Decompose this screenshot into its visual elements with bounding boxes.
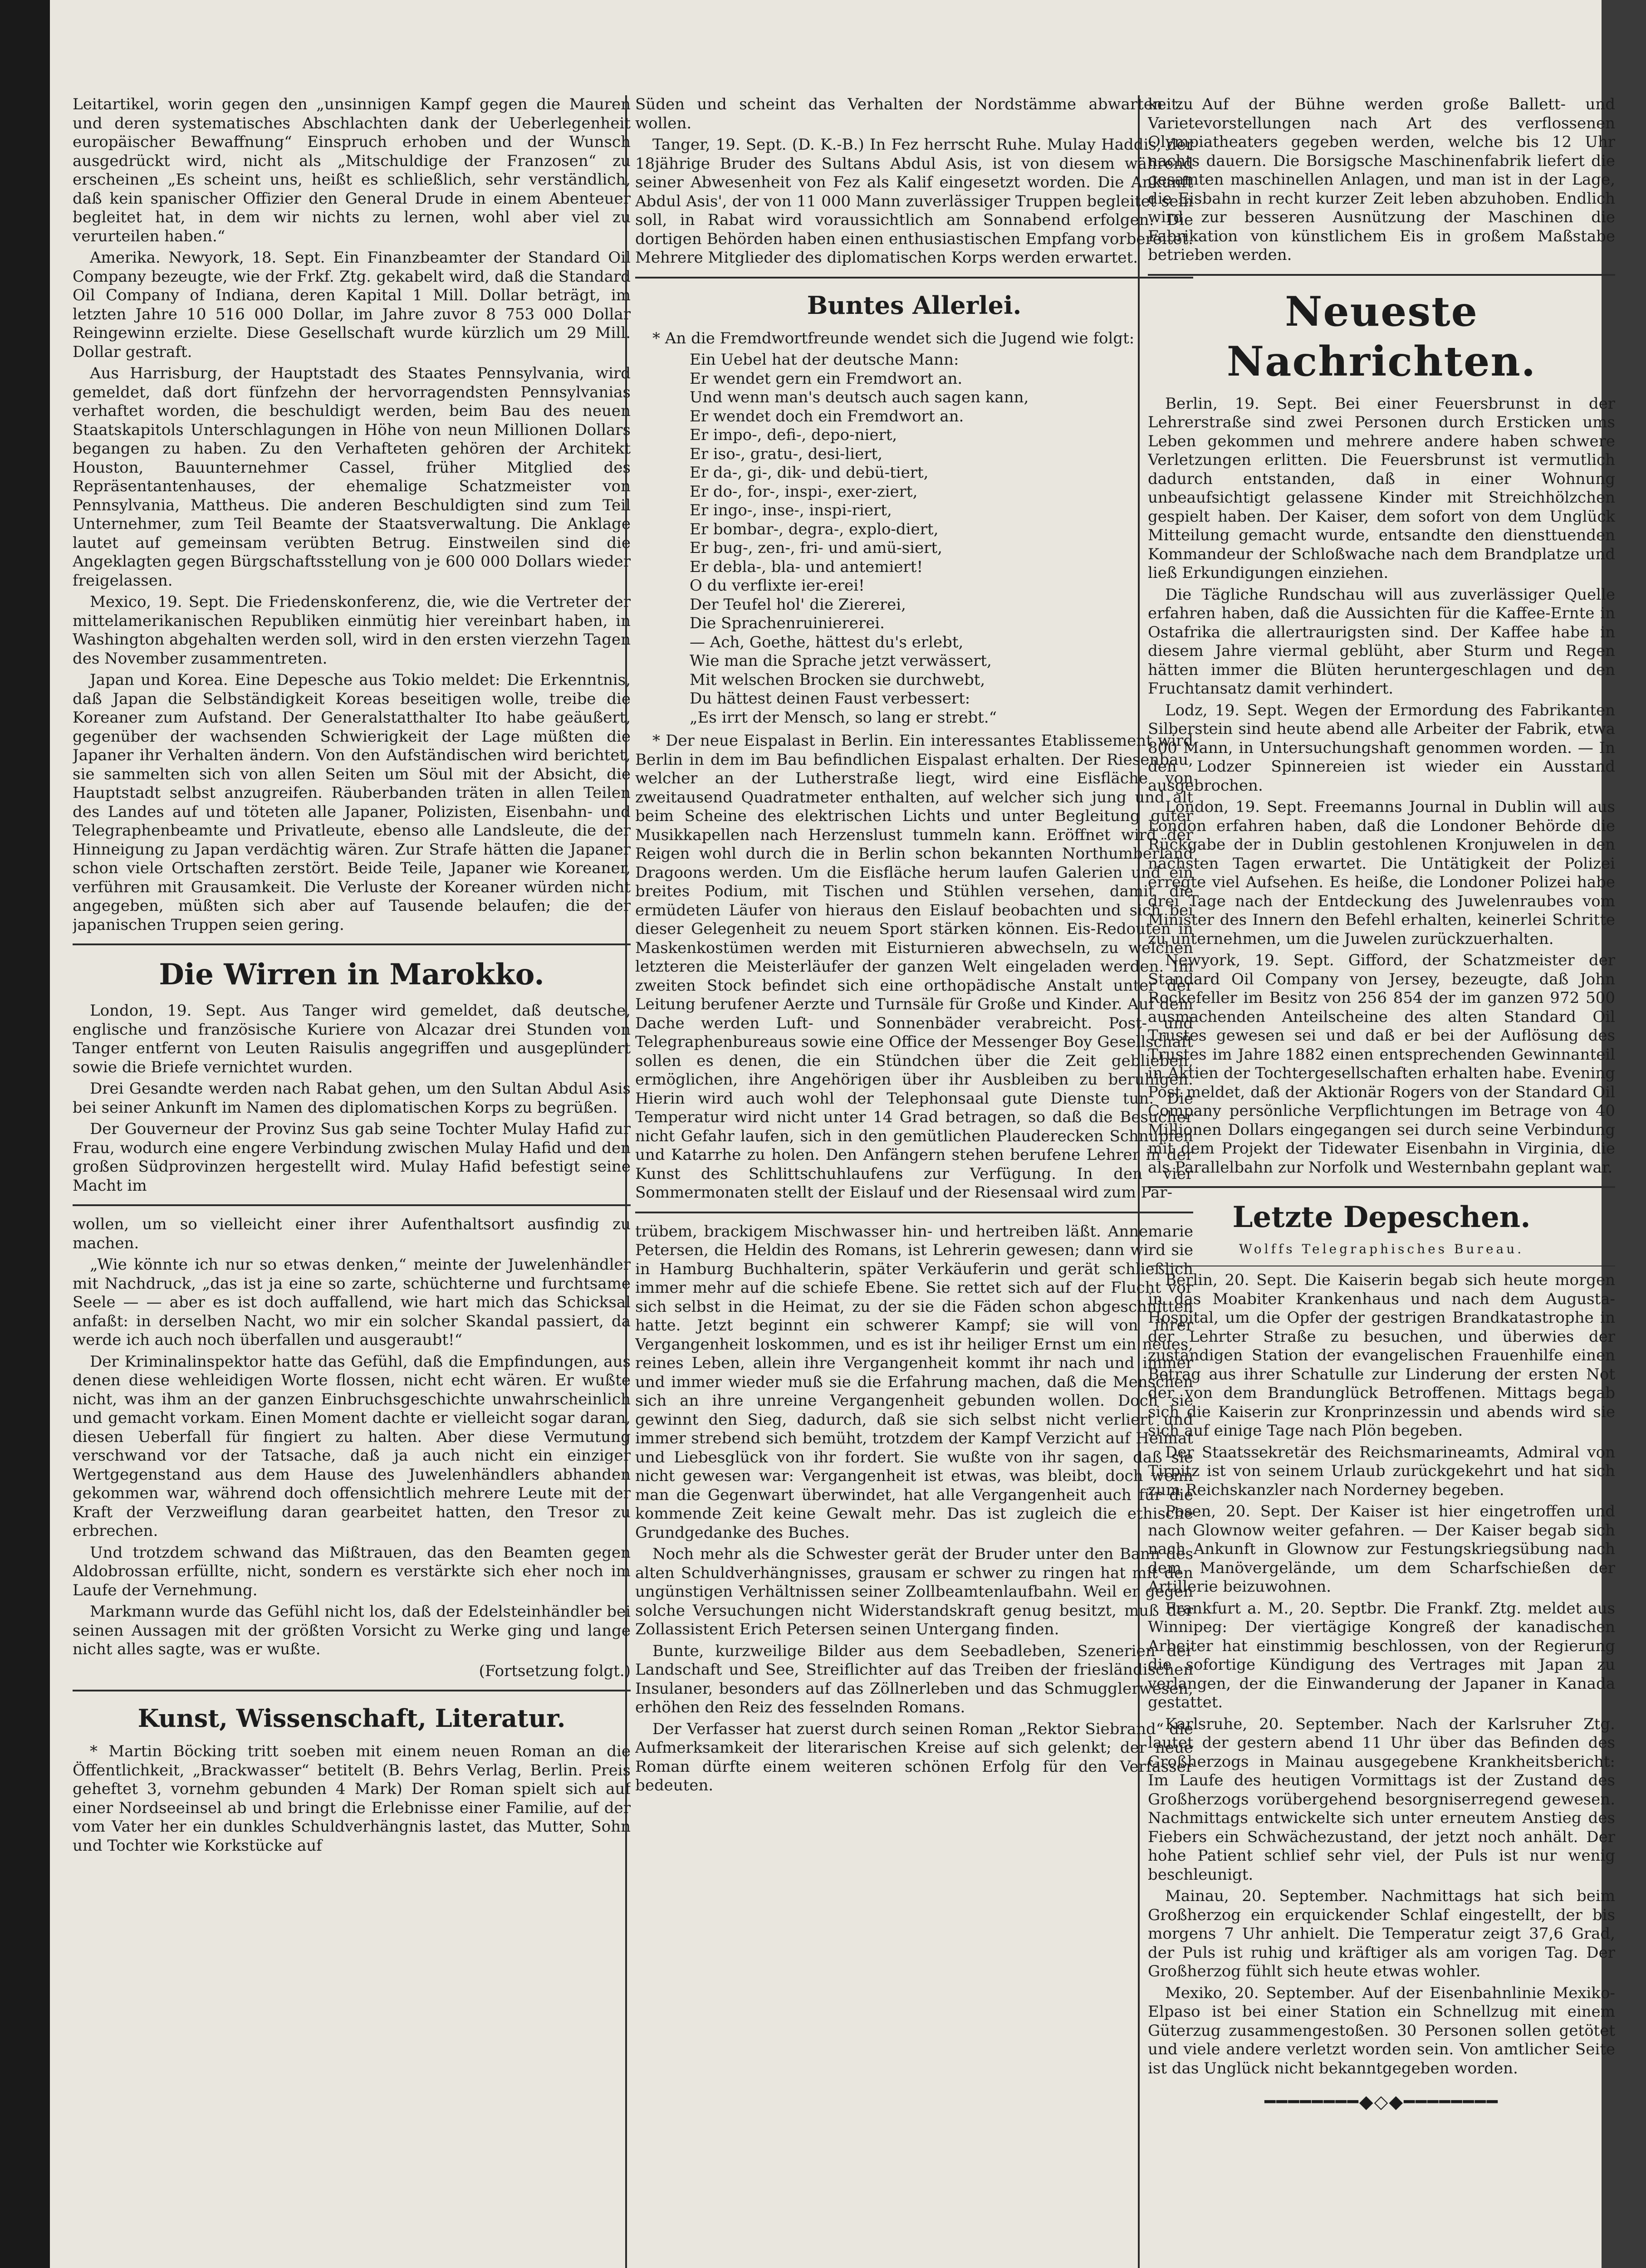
news-item-frankfurt: Frankfurt a. M., 20. Septbr. Die Frankf. Ztg. meldet aus Winnipeg: Der viertägige Kongreß der kanadischen Arbeiter hat einstimmig beschlossen, von der Regierung die sofortige Kündigung des Vertrages mit Japan zu verlangen, der die Einwanderung der Japaner in Kanada gestattet.: [1148, 1599, 1615, 1711]
review-paragraph: Der Verfasser hat zuerst durch seinen Roman „Rektor Siebrand“ die Aufmerksamkeit der literarischen Kreise auf sich gelenkt; der neue Roman dürfte einem weiteren schönen Erfolg für den Verfasser bedeuten.: [635, 1720, 1193, 1794]
heading-marokko: Die Wirren in Marokko.: [159, 958, 544, 992]
news-item-london: London, 19. Sept. Freemanns Journal in Dublin will aus London erfahren haben, daß die Londoner Behörde die Rückgabe der in Dublin gestohlenen Kronjuwelen in den nächsten Tagen erwartet. Die Untätigkeit der Polizei erregte viel Aufsehen. Es heiße, die Londoner Polizei habe drei Tage nach der Entdeckung des Juwelenraubes vom Minister des Innern den Befehl erhalten, keinerlei Schritte zu unternehmen, um die Juwelen zurückzuerhalten.: [1148, 798, 1615, 948]
section-divider: [73, 943, 631, 945]
news-item-lodz: Lodz, 19. Sept. Wegen der Ermordung des Fabrikanten Silberstein sind heute abend alle Arbeiter der Fabrik, etwa 800 Mann, in Untersuchungshaft genommen worden. — In den Lodzer Spinnereien ist wieder ein Ausstand ausgebrochen.: [1148, 701, 1615, 795]
column-1: [73, 95, 631, 1858]
review-paragraph: Bunte, kurzweilige Bilder aus dem Seebadleben, Szenerien der Landschaft und See, Streiflichter auf das Treiben der friesländischen Insulaner, besonders auf das Zöllnerleben und das Schmugglerwesen, erhöhen den Reiz des fesselnden Romans.: [635, 1642, 1193, 1716]
news-item-tanger: Tanger, 19. Sept. (D. K.-B.) In Fez herrscht Ruhe. Mulay Haddis, der 18jährige Bruder des Sultans Abdul Asis, ist von diesem während seiner Abwesenheit von Fez als Kalif eingesetzt worden. Die Ankunft Abdul Asis', der von 11 000 Mann zuverlässiger Truppen begleitet sein soll, in Rabat wird voraussichtlich am Sonnabend erfolgen. Die dortigen Behörden haben einen enthusiastischen Empfang vorbereitet. Mehrere Mitglieder des diplomatischen Korps werden erwartet.: [635, 136, 1193, 267]
news-item-london: London, 19. Sept. Aus Tanger wird gemeldet, daß deutsche, englische und französische Kuriere von Alcazar drei Stunden von Tanger entfernt von Leuten Raisulis angegriffen und ausgeplündert sowie die Briefe vernichtet wurden.: [73, 1002, 631, 1076]
news-item-karlsruhe: Karlsruhe, 20. September. Nach der Karlsruher Ztg. lautet der gestern abend 11 Uhr über das Befinden des Großherzogs in Mainau ausgegebene Krankheitsbericht: Im Laufe des heutigen Vormittags ist der Zustand des Großherzogs vorübergehend besorgniserregend gewesen. Nachmittags entwickelte sich unter erneutem Anstieg des Fiebers ein Schwächezustand, der jetzt noch anhält. Der hohe Patient schlief sehr viel, der Puls ist nur wenig beschleunigt.: [1148, 1715, 1615, 1884]
heading-allerlei: Buntes Allerlei.: [807, 290, 1022, 320]
eispalast-paragraph: * Der neue Eispalast in Berlin. Ein interessantes Etablissement wird Berlin in dem im Bau befindlichen Eispalast erhalten. Der Riesenbau, welcher an der Lutherstraße liegt, wird eine Eisfläche von zweitausend Quadratmeter enthalten, auf welcher sich jung und alt beim Scheine des elektrischen Lichts und unter Begleitung guter Musikkapellen nach Herzenslust tummeln kann. Eröffnet wird der Reigen wohl durch die in Berlin schon bekannten Northumberland Dragoons werden. Um die Eisfläche herum laufen Galerien und ein breites Podium, mit Tischen und Stühlen versehen, damit die ermüdeten Läufer von hieraus den Eislauf beobachten und sich bei dieser Gelegenheit zu neuem Sport stärken können. Eis-Redouten in Maskenkostümen werden mit Eisturnieren abwechseln, zu welchen letzteren die Meisterläufer der ganzen Welt eingeladen werden. Im zweiten Stock befindet sich eine orthopädische Anstalt unter der Leitung berufener Aerzte und Turnsäle für Große und Kinder. Auf dem Dache werden Luft- und Sonnenbäder verabreicht. Post- und Telegraphenbureaus sowie eine Office der Messenger Boy Gesellschaft sollen es denen, die ein Stündchen über die Zeit geblieben, ermöglichen, ihre Angehörigen über ihr Ausbleiben zu beruhigen. Hierin wird auch wohl der Telephonsaal gute Dienste tun. Die Temperatur wird nicht unter 14 Grad betragen, so daß die Besucher nicht Gefahr laufen, sich in den gemütlichen Plauderecken Schnupfen und Katarrhe zu holen. Den Anfängern stehen berufene Lehrer in der Kunst des Schlittschuhlaufens zur Verfügung. In den vier Sommermonaten stellt der Eislauf und der Riesensaal wird zum Par-: [635, 732, 1193, 1202]
news-item-berlin: Berlin, 19. Sept. Bei einer Feuersbrunst in der Lehrerstraße sind zwei Personen durch Ersticken ums Leben gekommen und mehrere andere haben schwere Verletzungen erlitten. Die Feuersbrunst ist vermutlich dadurch entstanden, daß in einer Wohnung unbeaufsichtigt gelassene Kinder mit Streichhölzchen gespielt haben. Der Kaiser, dem sofort von dem Unglück Mitteilung gemacht wurde, entsandte den diensttuenden Kommandeur der Schloßwache nach dem Brandplatze und ließ Erkundigungen einziehen.: [1148, 394, 1615, 582]
news-item-posen: Posen, 20. Sept. Der Kaiser ist hier eingetroffen und nach Glownow weiter gefahren. — Der Kaiser begab sich nach Ankunft in Glownow zur Festungskriegsübung nach dem Manövergelände, um dem Scharfschießen der Artillerie beizuwohnen.: [1148, 1502, 1615, 1596]
news-item-rundschau: Die Tägliche Rundschau will aus zuverlässiger Quelle erfahren haben, daß die Aussichten für die Kaffee-Ernte in Ostafrika die allertraurigsten sind. Der Kaffee habe in diesem Jahre viermal geblüht, aber Sturm und Regen hätten immer die Blüten heruntergeschlagen und den Fruchtansatz damit verhindert.: [1148, 585, 1615, 698]
novel-paragraph: Der Kriminalinspektor hatte das Gefühl, daß die Empfindungen, aus denen diese wehleidigen Worte flossen, nicht echt wären. Er wußte nicht, was ihm an der ganzen Einbruchsgeschichte unwahrscheinlich und gemacht vorkam. Einen Moment dachte er vielleicht sogar daran, diesen Ueberfall für fingiert zu halten. Aber diese Vermutung verschwand vor der Tatsache, daß ja auch nicht ein einziger Wertgegenstand aus dem Hause des Juwelenhändlers abhanden gekommen war, während doch offensichtlich mehrere Leute mit der Kraft der Verzweiflung daran gearbeitet hatten, den Tresor zu erbrechen.: [73, 1352, 631, 1540]
news-item-tirpitz: Der Staatssekretär des Reichsmarineamts, Admiral von Tirpitz ist von seinem Urlaub zurückgekehrt und hat sich zum Reichskanzler nach Norderney begeben.: [1148, 1443, 1615, 1499]
text-paragraph: Leitartikel, worin gegen den „unsinnigen Kampf gegen die Mauren und deren systematisches Abschlachten dank der Ueberlegenheit europäischer Bewaffnung“ Einspruch erhoben und der Wunsch ausgedrückt wird, nicht als „Mitschuldige der Franzosen“ zu erscheinen „Es scheint uns, heißt es schließlich, sehr verständlich, daß kein spanischer Offizier den General Drude in einem Abenteuer begleitet hat, in dem wir nichts zu lernen, wohl aber viel zu verurteilen haben.“: [73, 95, 631, 245]
news-item-newyork: Newyork, 19. Sept. Gifford, der Schatzmeister der Standard Oil Company von Jersey, bezeugte, daß John Rockefeller im Besitz von 256 854 der im ganzen 972 500 ausmachenden Anteilscheine des alten Standard Oil Trustes gewesen sei und daß er bei der Auflösung des Trustes im Jahre 1882 einen entsprechenden Gewinnanteil in Aktien der Tochtergesellschaften erhalten habe. Evening Post meldet, daß der Aktionär Rogers von der Standard Oil Company persönliche Verpflichtungen im Betrage von 40 Millionen Dollars eingegangen sei durch seine Verbindung mit dem Projekt der Tidewater Eisenbahn in Virginia, die als Parallelbahn zur Norfolk und Westernbahn geplant war.: [1148, 951, 1615, 1177]
novel-paragraph: „Wie könnte ich nur so etwas denken,“ meinte der Juwelenhändler mit Nachdruck, „das ist ja eine so zarte, schüchterne und furchtsame Seele — — aber es ist doch auffallend, wie hart mich das Schicksal anfaßt: in derselben Nacht, wo mir ein solcher Skandal passiert, da werde ich auch noch überfallen und ausgeraubt!“: [73, 1256, 631, 1349]
column-2: [635, 95, 1193, 1798]
section-divider: [635, 277, 1193, 279]
fremdwort-intro: * An die Fremdwortfreunde wendet sich die Jugend wie folgt:: [652, 329, 1135, 347]
section-divider: [1148, 1186, 1615, 1188]
novel-paragraph: Und trotzdem schwand das Mißtrauen, das den Beamten gegen Aldobrossan erfüllte, nicht, sondern es verstärkte sich eher noch im Laufe der Vernehmung.: [73, 1543, 631, 1599]
column-3: [1148, 95, 1615, 2126]
news-item-japan-korea: Japan und Korea. Eine Depesche aus Tokio meldet: Die Erkenntnis, daß Japan die Selbständigkeit Koreas beseitigen wolle, treibe die Koreaner zum Aufstand. Der Generalstatthalter Ito habe geäußert, gegenüber der wachsenden Schwierigkeit der Lage müßten die Japaner ihr Verhalten ändern. Von den Aufständischen wird berichtet, sie sammelten sich von allen Seiten um Söul mit der Absicht, die Hauptstadt selbst anzugreifen. Räuberbanden träten in allen Teilen des Landes auf und töteten alle Japaner, Polizisten, Eisenbahn- und Telegraphenbeamte und Privatleute, ebenso alle Landsleute, die der Hinneigung zu Japan verdächtig wären. Zur Strafe hätten die Japaner schon viele Ortschaften zerstört. Beide Teile, Japaner wie Koreaner, verführen mit Grausamkeit. Die Verluste der Koreaner würden nicht angegeben, müßten sich aber auf Tausende belaufen; die der japanischen Truppen seien gering.: [73, 671, 631, 934]
section-divider: [73, 1690, 631, 1691]
news-item-gesandte: Drei Gesandte werden nach Rabat gehen, um den Sultan Abdul Asis bei seiner Ankunft im Namen des diplomatischen Korps zu begrüßen.: [73, 1080, 631, 1117]
heading-kunst: Kunst, Wissenschaft, Literatur.: [137, 1704, 566, 1733]
review-paragraph: trübem, brackigem Mischwasser hin- und hertreiben läßt. Annemarie Petersen, die Heldin des Romans, ist Lehrerin gewesen; dann wird sie in Hamburg Buchhalterin, später Verkäuferin und gerät schließlich immer mehr auf die schiefe Ebene. Sie rettet sich auf der Flucht vor sich selbst in die Heimat, zu der sie die Fäden schon abgeschnitten hatte. Jetzt beginnt ein schwerer Kampf; sie will von ihrer Vergangenheit loskommen, und es ist ihr heiliger Ernst um ein neues, reines Leben, allein ihre Vergangenheit kommt ihr nach und immer und immer wieder muß sie die Erfahrung machen, daß die Menschen sich an ihre unreine Vergangenheit gebunden wollen. Doch sie gewinnt den Sieg, dadurch, daß sie sich selbst nicht verliert und immer strebend sich bemüht, trotzdem der Kampf Verzicht auf Heimat und Liebesglück von ihr fordert. Sie wußte von ihr sagen, daß sie nicht gewesen war: Vergangenheit ist etwas, was bleibt, doch wenn man die Gegenwart überwindet, hat alle Vergangenheit auch für die kommende Zeit keine Gewalt mehr. Das ist zugleich die ethische Grundgedanke des Buches.: [635, 1222, 1193, 1542]
news-item-harrisburg: Aus Harrisburg, der Hauptstadt des Staates Pennsylvania, wird gemeldet, daß dort fünfzehn der hervorragendsten Pennsylvanias verhaftet worden, die beschuldigt werden, beim Bau des neuen Staatskapitols Unterschlagungen in Höhe von neun Millionen Dollars begangen zu haben. Zu den Verhafteten gehören der Architekt Houston, Bauunternehmer Cassel, früher Mitglied des Repräsentantenhauses, der ehemalige Schatzmeister von Pennsylvania, Mattheus. Die anderen Beschuldigten sind zum Teil Unternehmer, zum Teil Beamte der Staatsverwaltung. Die Anklage lautet auf gemeinsam verübten Betrug. Einstweilen sind die Angeklagten gegen Bürgschaftsstellung von je 600 000 Dollars wieder freigelassen.: [73, 364, 631, 590]
poem: Ein Uebel hat der deutsche Mann: Er wendet gern ein Fremdwort an. Und wenn man's deutsch auch sagen kann, Er wendet doch ein Fremdwort an. Er impo-, defi-, depo-niert, Er iso-, gratu-, desi-liert, Er da-, gi-, dik- und debü-tiert, Er do-, for-, inspi-, exer-ziert, Er ingo-, inse-, inspi-riert, Er bombar-, degra-, explo-diert, Er bug-, zen-, fri- und amü-siert, Er debla-, bla- und antemiert! O du verflixte ier-erei! Der Teufel hol' die Ziererei, Die Sprachenruiniererei. — Ach, Goethe, hättest du's erlebt, Wie man die Sprache jetzt verwässert, Mit welschen Brocken sie durchwebt, Du hättest deinen Faust verbessert: „Es irrt der Mensch, so lang er strebt.“: [690, 351, 1029, 727]
text-paragraph: keit. Auf der Bühne werden große Ballett- und Varietevorstellungen nach Art des verflossenen Olympiatheaters gegeben werden, welche bis 12 Uhr nachts dauern. Die Borsigsche Maschinenfabrik liefert die gesamten maschinellen Anlagen, und man ist in der Lage, die Eisbahn in recht kurzer Zeit leben abzuhoben. Endlich wird zur besseren Ausnützung der Maschinen die Fabrikation von künstlichem Eis in großem Maßstabe betrieben werden.: [1148, 95, 1615, 264]
news-item-mexico: Mexico, 19. Sept. Die Friedenskonferenz, die, wie die Vertreter der mittelamerikanischen Republiken einmütig hier vereinbart haben, in Washington abgehalten werden soll, wird in den ersten vierzehn Tagen des November zusammentreten.: [73, 593, 631, 668]
review-paragraph: Noch mehr als die Schwester gerät der Bruder unter den Bann des alten Schuldverhängnisses, grausam er schwer zu ringen hat mit den ungünstigen Verhältnissen seiner Zollbeamtenlaufbahn. Weil er gegen solche Versuchungen nicht Widerstandskraft genug besitzt, muß der Zollassistent Erich Petersen seinen Untergang finden.: [635, 1545, 1193, 1638]
heading-neueste: Neueste Nachrichten.: [1226, 287, 1537, 386]
novel-paragraph: wollen, um so vielleicht einer ihrer Aufenthaltsort ausfindig zu machen.: [73, 1215, 631, 1252]
section-divider: [635, 1212, 1193, 1213]
news-item-sus: Der Gouverneur der Provinz Sus gab seine Tochter Mulay Hafid zur Frau, wodurch eine engere Verbindung zwischen Mulay Hafid und den großen Südprovinzen hergestellt wird. Mulay Hafid befestigt seine Macht im: [73, 1120, 631, 1195]
continuation-note: (Fortsetzung folgt.): [479, 1662, 631, 1680]
heading-letzte: Letzte Depeschen.: [1232, 1200, 1531, 1234]
news-item-berlin: Berlin, 20. Sept. Die Kaiserin begab sich heute morgen in das Moabiter Krankenhaus und nach dem Augusta-Hospital, um die Opfer der gestrigen Brandkatastrophe in der Lehrter Straße zu besuchen, und überwies der zuständigen Station der evangelischen Frauenhilfe einen Betrag aus ihrer Schatulle zur Linderung der ersten Not der von dem Brandunglück Betroffenen. Mittags begab sich die Kaiserin zur Kronprinzessin und abends wird sie sich auf einige Tage nach Plön begeben.: [1148, 1271, 1615, 1440]
section-divider: [73, 1204, 631, 1206]
news-item-mexiko: Mexiko, 20. September. Auf der Eisenbahnlinie Mexiko-Elpaso ist bei einer Station ein Schnellzug mit einem Güterzug zusammengestoßen. 30 Personen sollen getötet und viele andere verletzt worden sein. Von amtlicher Seite ist das Unglück nicht bekanntgegeben worden.: [1148, 1984, 1615, 2077]
novel-paragraph: Markmann wurde das Gefühl nicht los, daß der Edelsteinhändler bei seinen Aussagen mit der größten Vorsicht zu Werke ging und lange nicht alles sagte, was er wußte.: [73, 1603, 631, 1658]
end-ornament: ━━━━━━━━◆◇◆━━━━━━━━: [1264, 2092, 1499, 2112]
section-divider: [1148, 274, 1615, 276]
agency-subtitle: Wolffs Telegraphisches Bureau.: [1239, 1242, 1524, 1256]
review-paragraph: * Martin Böcking tritt soeben mit einem neuen Roman an die Öffentlichkeit, „Brackwasser“ betitelt (B. Behrs Verlag, Berlin. Preis geheftet 3, vornehm gebunden 4 Mark) Der Roman spielt sich auf einer Nordseeinsel ab und bringt die Erlebnisse einer Familie, auf der vom Vater her ein dunkles Schuldverhängnis lastet, das Mutter, Sohn und Tochter wie Korkstücke auf: [73, 1742, 631, 1855]
news-item-mainau: Mainau, 20. September. Nachmittags hat sich beim Großherzog ein erquickender Schlaf eingestellt, der bis morgens 7 Uhr anhielt. Die Temperatur zeigt 37,6 Grad, der Puls ist ruhig und kräftiger als am vorigen Tag. Der Großherzog fühlt sich heute etwas wohler.: [1148, 1887, 1615, 1980]
text-paragraph: Süden und scheint das Verhalten der Nordstämme abwarten zu wollen.: [635, 95, 1193, 132]
news-item-amerika: Amerika. Newyork, 18. Sept. Ein Finanzbeamter der Standard Oil Company bezeugte, wie der Frkf. Ztg. gekabelt wird, daß die Standard Oil Company of Indiana, deren Kapital 1 Mill. Dollar beträgt, im letzten Jahre 10 516 000 Dollar, im Jahre zuvor 8 753 000 Dollar Reingewinn erzielte. Diese Gesellschaft wurde kürzlich um 29 Mill. Dollar gestraft.: [73, 249, 631, 361]
